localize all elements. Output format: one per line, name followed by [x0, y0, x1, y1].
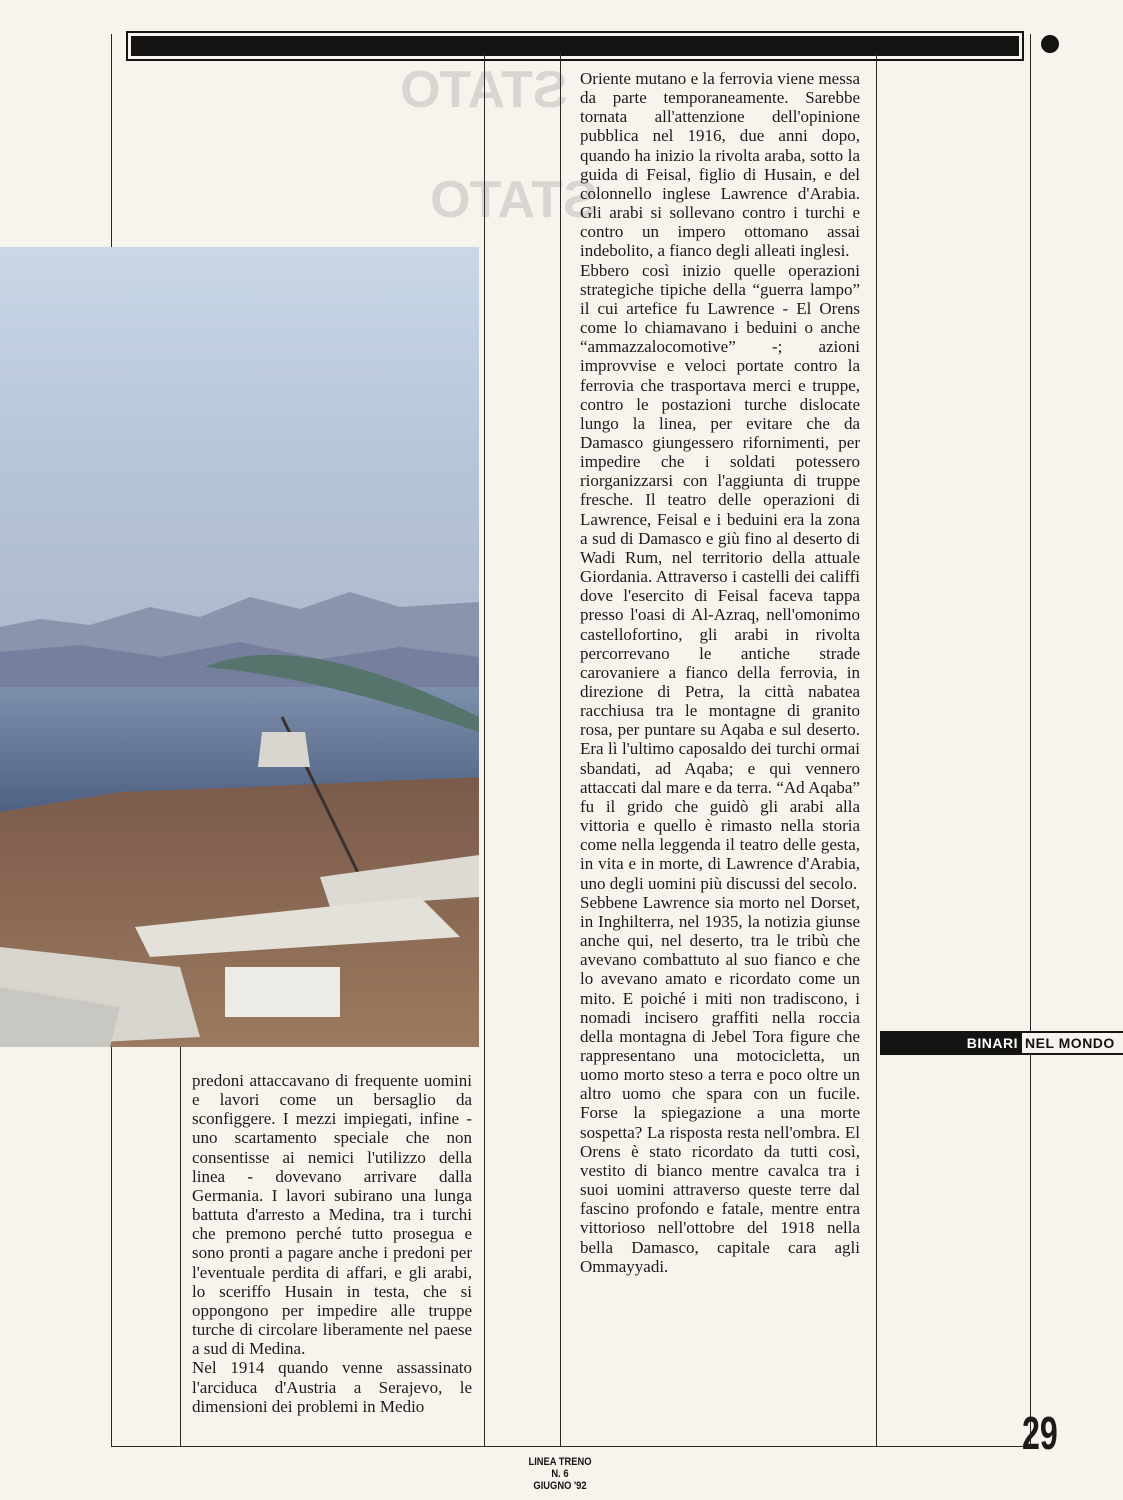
footer-magazine: LINEA TRENO [528, 1456, 592, 1468]
article-column-left [192, 1071, 472, 1416]
column-rule-left [484, 52, 485, 1446]
article-column-right [580, 69, 860, 1276]
paragraph: predoni attaccavano di frequente uomini e lavori come un bersaglio da sconfiggere. I mezzi impiegati, infine - uno scartamento speciale che non consentisse ai nemici l'utilizzo della linea - dovevano arrivare dalla Germania. I lavori subirano una lunga battuta d'arresto a Medina, tra i turchi che premono perché tutto prosegua e sono pronti a pagare anche i predoni per l'eventuale perdita di affari, e gli arabi, lo sceriffo Husain in testa, che si oppongono per impedire alle truppe turche di circolare liberamente nel paese a sud di Medina. [192, 1071, 472, 1359]
show-through-text: STATO [400, 61, 568, 119]
top-black-bar [128, 33, 1022, 59]
paragraph: Sebbene Lawrence sia morto nel Dorset, in Inghilterra, nel 1935, la notizia giunse anche qui, nel deserto, tra le tribù che avevano combattuto al suo fianco e che lo avevano amato e ricordato come un mito. E poiché i miti non tradiscono, i nomadi incisero graffiti nella roccia della montagna di Jebel Tora figure che rappresentano una motocicletta, un uomo morto steso a terra e poco oltre un altro uomo che spara con un fucile. Forse la spiegazione a una morte sospetta? La risposta resta nell'ombra. El Orens è stato ricordato da tutti così, vestito di bianco mentre cavalca tra i suoi uomini attraverso queste terre dal fascino profondo e fatale, mentre entra vittorioso nell'ottobre del 1918 nella bella Damasco, capitale cara agli Ommayyadi. [580, 892, 860, 1276]
column-rule-photo-left [180, 1047, 181, 1446]
section-tag-dark: BINARI [880, 1033, 1022, 1053]
column-rule-right [876, 52, 877, 1446]
frame-bottom-line [111, 1446, 1031, 1447]
paragraph: Nel 1914 quando venne assassinato l'arciduca d'Austria a Serajevo, le dimensioni dei problemi in Medio [192, 1358, 472, 1416]
footer-masthead [500, 1456, 620, 1492]
top-bullet-dot [1041, 35, 1059, 53]
column-rule-mid [560, 52, 561, 1446]
section-tag-light: NEL MONDO [1025, 1035, 1115, 1051]
show-through-text: STATO [430, 171, 598, 229]
beach-photo [0, 247, 479, 1047]
frame-right-line [1030, 34, 1031, 1446]
footer-date: GIUGNO '92 [533, 1480, 587, 1492]
section-tag [880, 1031, 1123, 1055]
page-number: 29 [1022, 1407, 1058, 1459]
paragraph: Oriente mutano e la ferrovia viene messa da parte temporaneamente. Sarebbe tornata all'attenzione dell'opinione pubblica nel 1916, due anni dopo, quando ha inizio la rivolta araba, sotto la guida di Feisal, figlio di Husain, e del colonnello inglese Lawrence d'Arabia. Gli arabi si sollevano contro i turchi e contro un impero ottomano assai indebolito, a fianco degli alleati inglesi. [580, 69, 860, 261]
footer-issue: N. 6 [551, 1468, 569, 1480]
paragraph: Ebbero così inizio quelle operazioni strategiche tipiche della “guerra lampo” il cui artefice fu Lawrence - El Orens come lo chiamavano i beduini o anche “ammazzalocomotive” -; azioni improvvise e veloci portate contro la ferrovia che trasportava merci e truppe, contro le postazioni turche dislocate lungo la linea, per evitare che da Damasco giungessero rifornimenti, per impedire che i soldati potessero riorganizzarsi con l'aggiunta di truppe fresche. Il teatro delle operazioni di Lawrence, Feisal e i beduini era la zona a sud di Damasco e giù fino al deserto di Wadi Rum, nel territorio della attuale Giordania. Attraverso i castelli dei califfi dove l'esercito di Feisal faceva tappa presso l'oasi di Al-Azraq, nell'omonimo castellofortino, gli arabi in rivolta percorrevano le antiche strade carovaniere a fianco della ferrovia, in direzione di Petra, la città nabatea racchiusa tra le montagne di granito rosa, per puntare su Aqaba e sul deserto. Era lì l'ultimo caposaldo dei turchi ormai sbandati, ad Aqaba; e qui vennero attaccati dal mare e da terra. “Ad Aqaba” fu il grido che guidò gli arabi alla vittoria e quello è rimasto nella storia come nella leggenda il teatro delle gesta, in vita e in morte, di Lawrence d'Arabia, uno degli uomini più discussi del secolo. [580, 260, 860, 893]
